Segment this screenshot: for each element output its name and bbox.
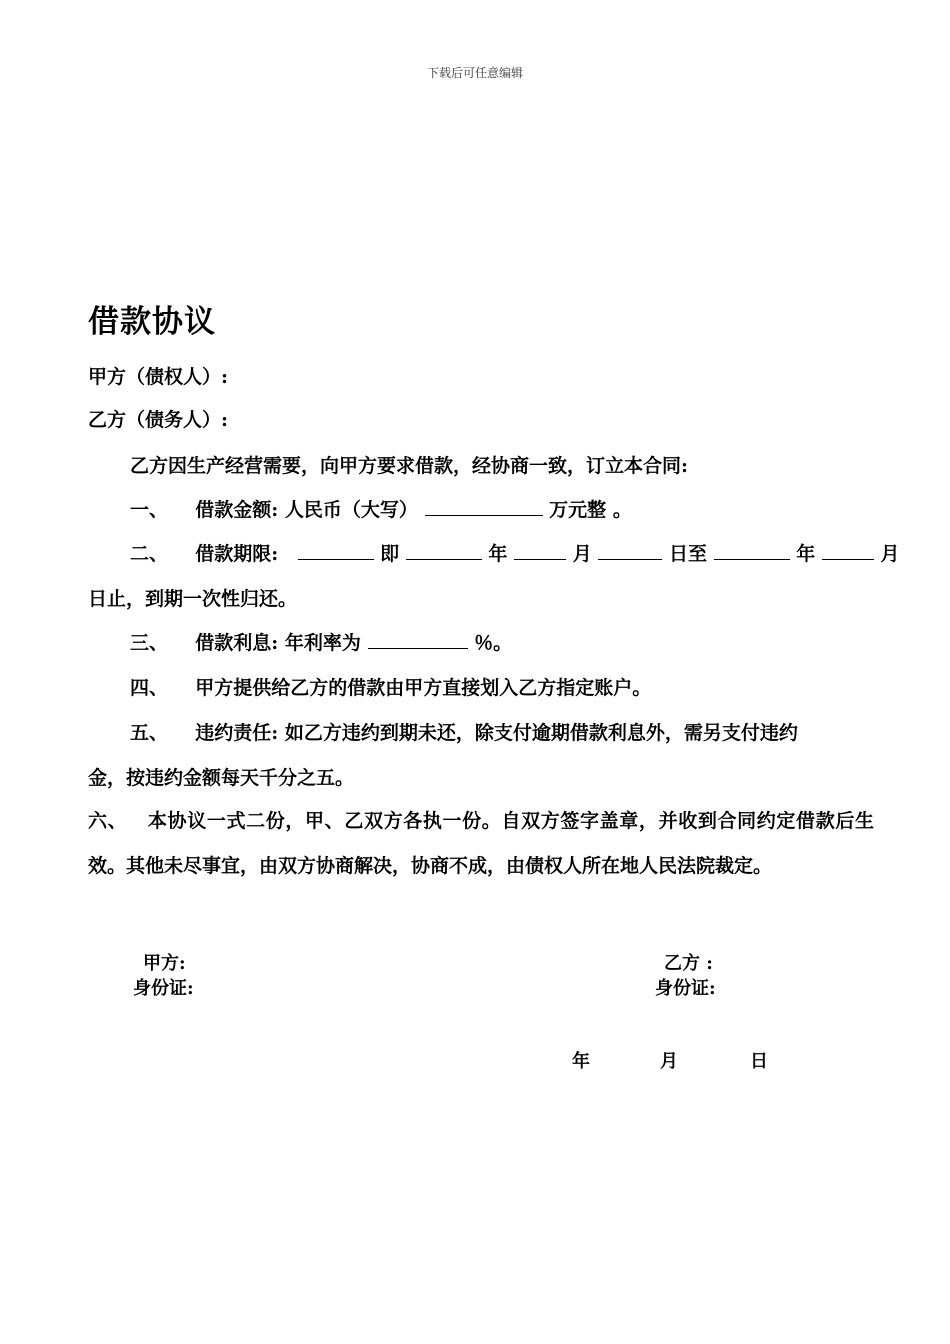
term-year-2: 年 xyxy=(796,543,816,565)
term-blank-2[interactable] xyxy=(406,541,482,560)
clause-4 xyxy=(130,675,651,701)
clause-6-text: 本协议一式二份，甲、乙双方各执一份。自双方签字盖章，并收到合同约定借款后生效。其他未尽事宜，由双方协商解决，协商不成，由债权人所在地人民法院裁定。 xyxy=(88,810,874,877)
date-year: 年 xyxy=(572,1051,590,1072)
clause-2-line-2: 日止，到期一次性归还。 xyxy=(88,588,298,610)
clause-1 xyxy=(130,497,632,523)
party-b-line: 乙方（债务人）: xyxy=(88,409,229,431)
clause-1-number: 一、 xyxy=(130,499,169,521)
clause-5 xyxy=(130,720,798,746)
clause-1-label: 借款金额: xyxy=(195,499,279,521)
date-month: 月 xyxy=(660,1051,678,1072)
document-title: 借款协议 xyxy=(88,304,216,340)
sign-party-a-id: 身份证: xyxy=(133,978,194,999)
term-ji: 即 xyxy=(380,543,400,565)
clause-5-number: 五、 xyxy=(130,722,169,744)
term-day-to: 日至 xyxy=(668,543,707,565)
party-a-line: 甲方（债权人）: xyxy=(88,366,229,388)
sign-party-a: 甲方: xyxy=(143,953,186,974)
clause-1-text: 人民币（大写） xyxy=(284,499,418,521)
clause-3-text: 年利率为 xyxy=(284,632,361,654)
intro-paragraph: 乙方因生产经营需要，向甲方要求借款，经协商一致，订立本合同: xyxy=(130,455,689,477)
clause-1-end: 。 xyxy=(612,499,632,521)
clause-3 xyxy=(130,630,512,656)
term-blank-6[interactable] xyxy=(822,541,874,560)
term-blank-1[interactable] xyxy=(298,541,374,560)
amount-blank[interactable] xyxy=(425,497,543,516)
clause-4-number: 四、 xyxy=(130,677,169,699)
date-day: 日 xyxy=(750,1051,768,1072)
clause-3-end: ％。 xyxy=(474,632,513,654)
clause-5-text: 违约责任: 如乙方违约到期未还，除支付逾期借款利息外，需另支付违约 xyxy=(195,722,798,744)
clause-5-line-2: 金，按违约金额每天千分之五。 xyxy=(88,767,355,789)
term-month-1: 月 xyxy=(572,543,592,565)
term-year-1: 年 xyxy=(488,543,508,565)
term-blank-4[interactable] xyxy=(598,541,662,560)
clause-6 xyxy=(88,799,874,889)
sign-party-b: 乙方 : xyxy=(664,953,713,974)
clause-2-number: 二、 xyxy=(130,543,169,565)
clause-3-number: 三、 xyxy=(130,632,169,654)
term-blank-3[interactable] xyxy=(514,541,566,560)
clause-6-number: 六、 xyxy=(88,810,128,832)
clause-2 xyxy=(130,541,900,567)
clause-2-label: 借款期限: xyxy=(195,543,279,565)
clause-3-label: 借款利息: xyxy=(195,632,279,654)
rate-blank[interactable] xyxy=(368,630,468,649)
sign-party-b-id: 身份证: xyxy=(655,978,716,999)
term-blank-5[interactable] xyxy=(714,541,790,560)
clause-4-text: 甲方提供给乙方的借款由甲方直接划入乙方指定账户。 xyxy=(195,677,652,699)
header-note: 下载后可任意编辑 xyxy=(426,66,523,80)
clause-1-unit: 万元整 xyxy=(549,499,607,521)
term-month-2: 月 xyxy=(880,543,900,565)
